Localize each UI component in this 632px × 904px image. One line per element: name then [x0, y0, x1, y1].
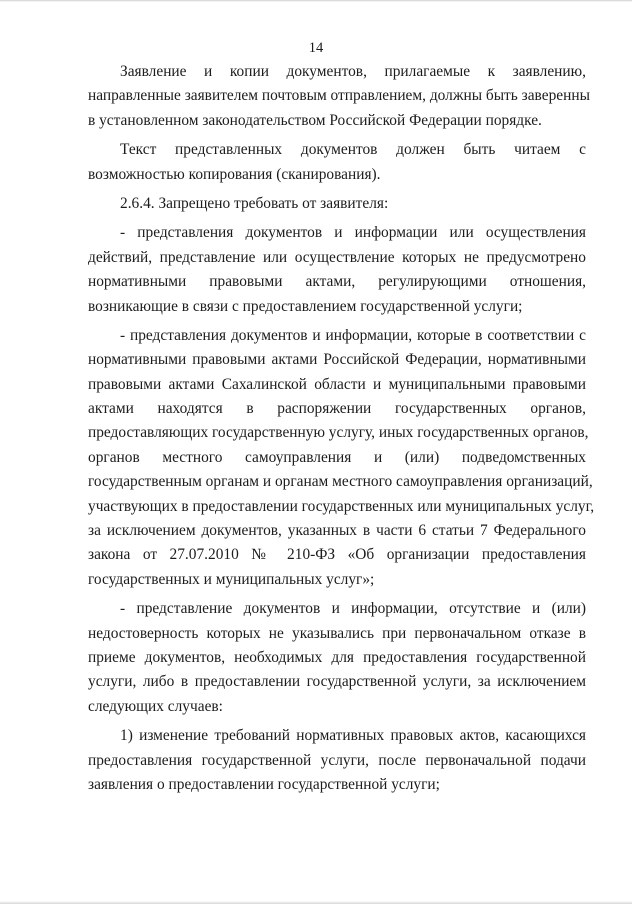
text-line: Заявление и копии документов, прилагаемые к заявлению,	[120, 63, 586, 80]
text-line: предоставления государственной услуги, после первоначальной подачи	[88, 751, 586, 769]
text-line: возможностью копирования (сканирования).	[88, 165, 381, 183]
paragraph-item-refusal	[88, 597, 586, 719]
text-line: - представления документов и информации, которые в соответствии с	[120, 326, 586, 344]
paragraph-readability	[88, 138, 586, 187]
paragraph-item-actions	[88, 221, 586, 319]
text-line: государственным органам и органам местного самоуправления организаций,	[88, 473, 593, 491]
text-line: возникающие в связи с предоставлением государственной услуги;	[88, 297, 523, 315]
text-line: действий, представление или осуществление которых не предусмотрено	[88, 248, 586, 266]
text-line: нормативными правовыми актами, регулирующими отношения,	[88, 273, 586, 291]
text-line: 1) изменение требований нормативных правовых актов, касающихся	[120, 727, 586, 745]
paragraph-section-2-6-4	[88, 192, 586, 216]
text-line: органов местного самоуправления и (или) подведомственных	[88, 448, 586, 466]
text-line: 2.6.4. Запрещено требовать от заявителя:	[120, 194, 389, 212]
paragraph-mail-submission	[88, 60, 590, 133]
text-line: Текст представленных документов должен быть читаем с	[120, 141, 586, 159]
text-line: недостоверность которых не указывались при первоначальном отказе в	[88, 624, 586, 642]
text-line: направленные заявителем почтовым отправлением, должны быть заверенны	[88, 87, 590, 105]
text-line: - представление документов и информации, отсутствие и (или)	[120, 600, 586, 618]
text-line: предоставляющих государственную услугу, иных государственных органов,	[88, 424, 589, 442]
text-line: следующих случаев:	[88, 697, 223, 715]
text-line: правовыми актами Сахалинской области и муниципальными правовыми	[88, 375, 586, 393]
text-line: актами находятся в распоряжении государственных органов,	[88, 400, 586, 418]
text-line: услуги, либо в предоставлении государственной услуги, за исключением	[88, 673, 586, 691]
paragraph-item-documents	[88, 324, 595, 592]
page-number: 14	[308, 40, 324, 56]
paragraph-case-1	[88, 724, 586, 797]
text-line: приеме документов, необходимых для предоставления государственной	[88, 648, 586, 666]
text-line: в установленном законодательством Российской Федерации порядке.	[88, 111, 542, 129]
text-line: нормативными правовыми актами Российской Федерации, нормативными	[88, 351, 586, 369]
document-body	[88, 60, 595, 797]
text-line: - представления документов и информации или осуществления	[120, 224, 586, 242]
text-line: закона от 27.07.2010 № 210-ФЗ «Об организации предоставления	[88, 546, 586, 564]
text-line: государственных и муниципальных услуг»;	[88, 570, 375, 588]
text-line: за исключением документов, указанных в части 6 статьи 7 Федерального	[88, 522, 586, 540]
scan-top-edge	[0, 0, 632, 2]
text-line: участвующих в предоставлении государственных или муниципальных услуг,	[88, 497, 595, 515]
text-line: заявления о предоставлении государственной услуги;	[88, 775, 440, 793]
